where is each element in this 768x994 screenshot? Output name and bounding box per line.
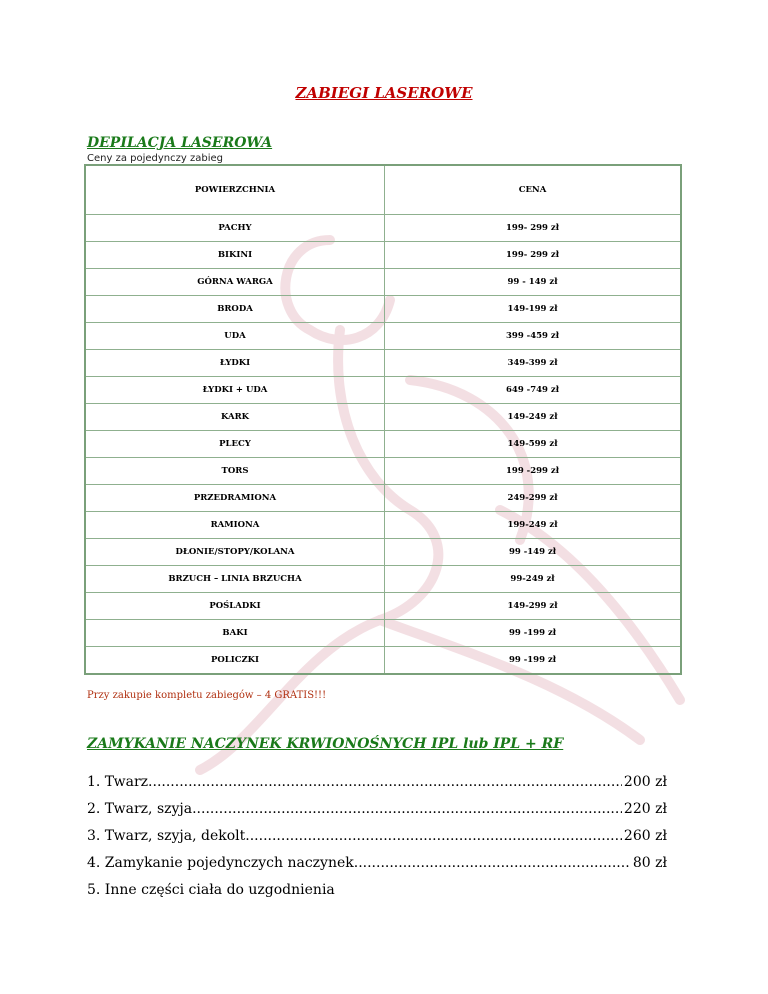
- area-cell: GÓRNA WARGA: [85, 269, 385, 296]
- depilation-heading: DEPILACJA LASEROWA: [87, 135, 273, 151]
- area-cell: BAKI: [85, 620, 385, 647]
- price-cell: 199- 299 zł: [385, 215, 682, 242]
- item-label: 3. Twarz, szyja, dekolt: [87, 828, 246, 844]
- area-cell: PRZEDRAMIONA: [85, 485, 385, 512]
- table-row: [85, 620, 681, 647]
- dot-leader: [148, 774, 622, 790]
- list-item: [87, 774, 667, 801]
- depilation-note: Ceny za pojedynczy zabieg: [87, 153, 223, 164]
- dot-leader: [245, 828, 622, 844]
- item-price: 200 zł: [623, 774, 667, 790]
- price-cell: 199-249 zł: [385, 512, 682, 539]
- price-table: [84, 164, 682, 675]
- table-row: [85, 296, 681, 323]
- list-item: [87, 882, 667, 909]
- area-cell: PLECY: [85, 431, 385, 458]
- table-row: [85, 539, 681, 566]
- area-cell: TORS: [85, 458, 385, 485]
- table-row: [85, 242, 681, 269]
- price-cell: 399 -459 zł: [385, 323, 682, 350]
- item-price: 80 zł: [632, 855, 667, 871]
- table-row: [85, 593, 681, 620]
- price-cell: 149-199 zł: [385, 296, 682, 323]
- area-cell: DŁONIE/STOPY/KOLANA: [85, 539, 385, 566]
- area-cell: PACHY: [85, 215, 385, 242]
- dot-leader: [192, 801, 622, 817]
- column-header-area: POWIERZCHNIA: [85, 165, 385, 215]
- vessels-heading: ZAMYKANIE NACZYNEK KRWIONOŚNYCH IPL lub IPL + RF: [87, 736, 564, 752]
- price-cell: 99-249 zł: [385, 566, 682, 593]
- item-label: 4. Zamykanie pojedynczych naczynek: [87, 855, 354, 871]
- price-cell: 99 - 149 zł: [385, 269, 682, 296]
- table-row: [85, 566, 681, 593]
- table-row: [85, 350, 681, 377]
- table-row: [85, 485, 681, 512]
- area-cell: ŁYDKI + UDA: [85, 377, 385, 404]
- table-row: [85, 323, 681, 350]
- item-label: 2. Twarz, szyja: [87, 801, 193, 817]
- area-cell: POLICZKI: [85, 647, 385, 675]
- table-row: [85, 431, 681, 458]
- page-title: ZABIEGI LASEROWE: [295, 84, 473, 102]
- price-cell: 99 -199 zł: [385, 620, 682, 647]
- promo-note: Przy zakupie kompletu zabiegów – 4 GRATIS!!!: [87, 690, 327, 701]
- dot-leader: [354, 855, 631, 871]
- list-item: [87, 855, 667, 882]
- item-label: 5. Inne części ciała do uzgodnienia: [87, 882, 335, 898]
- table-row: [85, 215, 681, 242]
- price-cell: 199 -299 zł: [385, 458, 682, 485]
- list-item: [87, 801, 667, 828]
- column-header-price: CENA: [385, 165, 682, 215]
- price-cell: 99 -149 zł: [385, 539, 682, 566]
- price-cell: 199- 299 zł: [385, 242, 682, 269]
- area-cell: POŚLADKI: [85, 593, 385, 620]
- area-cell: BRODA: [85, 296, 385, 323]
- table-row: [85, 512, 681, 539]
- vessels-list: [87, 774, 667, 909]
- area-cell: UDA: [85, 323, 385, 350]
- table-row: [85, 404, 681, 431]
- area-cell: ŁYDKI: [85, 350, 385, 377]
- table-row: [85, 269, 681, 296]
- price-cell: 249-299 zł: [385, 485, 682, 512]
- table-row: [85, 647, 681, 675]
- item-label: 1. Twarz: [87, 774, 149, 790]
- table-row: [85, 458, 681, 485]
- price-cell: 649 -749 zł: [385, 377, 682, 404]
- price-cell: 349-399 zł: [385, 350, 682, 377]
- area-cell: KARK: [85, 404, 385, 431]
- price-cell: 149-599 zł: [385, 431, 682, 458]
- table-header-row: [85, 165, 681, 215]
- area-cell: BIKINI: [85, 242, 385, 269]
- item-price: 260 zł: [623, 828, 667, 844]
- area-cell: BRZUCH – LINIA BRZUCHA: [85, 566, 385, 593]
- price-cell: 149-299 zł: [385, 593, 682, 620]
- price-cell: 99 -199 zł: [385, 647, 682, 675]
- area-cell: RAMIONA: [85, 512, 385, 539]
- price-cell: 149-249 zł: [385, 404, 682, 431]
- list-item: [87, 828, 667, 855]
- item-price: 220 zł: [623, 801, 667, 817]
- table-row: [85, 377, 681, 404]
